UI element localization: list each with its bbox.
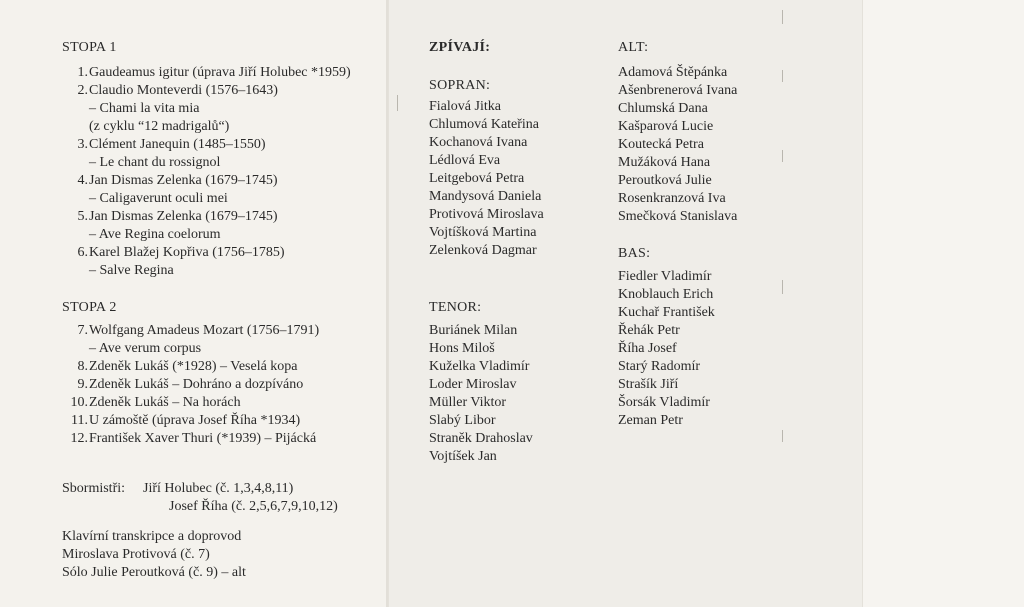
track-title: Zdeněk Lukáš (*1928) – Veselá kopa — [89, 359, 298, 374]
singer-name: Leitgebová Petra — [429, 171, 525, 186]
singer-name: Kochanová Ivana — [429, 135, 528, 150]
stopa1-heading: STOPA 1 — [62, 40, 117, 55]
track-title: Zdeněk Lukáš – Na horách — [89, 395, 241, 410]
sopran-label: SOPRAN: — [429, 78, 491, 93]
track-title: Claudio Monteverdi (1576–1643) — [89, 83, 278, 98]
tenor-label: TENOR: — [429, 300, 482, 315]
track-subtitle: – Caligaverunt oculi mei — [89, 191, 228, 206]
track-number: 4. — [77, 173, 88, 188]
track-number: 12. — [70, 431, 88, 446]
singer-name: Knoblauch Erich — [618, 287, 714, 302]
crease-mark — [782, 280, 783, 294]
crease-mark — [782, 70, 783, 82]
singer-name: Vojtíšek Jan — [429, 449, 497, 464]
track-title: Gaudeamus igitur (úprava Jiří Holubec *1959) — [89, 65, 351, 80]
track-number: 1. — [77, 65, 88, 80]
tenor-names — [429, 322, 533, 466]
track-title: Zdeněk Lukáš – Dohráno a dozpíváno — [89, 377, 304, 392]
credit-solo: Sólo Julie Peroutková (č. 9) – alt — [62, 565, 246, 580]
track-number: 8. — [77, 359, 88, 374]
singer-name: Kuželka Vladimír — [429, 359, 530, 374]
singers-heading: ZPÍVAJÍ: — [429, 40, 491, 55]
singer-name: Müller Viktor — [429, 395, 507, 410]
fold-line — [388, 0, 389, 607]
track-number: 2. — [77, 83, 88, 98]
singer-name: Koutecká Petra — [618, 137, 704, 152]
singer-name: Buriánek Milan — [429, 323, 518, 338]
track-subtitle: – Le chant du rossignol — [89, 155, 221, 170]
singer-name: Řehák Petr — [618, 323, 680, 338]
track-subtitle: – Ave Regina coelorum — [89, 227, 221, 242]
singer-name: Ašenbrenerová Ivana — [618, 83, 738, 98]
singer-name: Mandysová Daniela — [429, 189, 542, 204]
track-number: 11. — [71, 413, 88, 428]
crease-mark — [397, 95, 398, 111]
singer-name: Smečková Stanislava — [618, 209, 738, 224]
right-panel — [862, 0, 1024, 607]
track-item — [62, 322, 319, 358]
credit-piano-transcription: Klavírní transkripce a doprovod — [62, 529, 242, 544]
singer-name: Loder Miroslav — [429, 377, 517, 392]
track-subtitle: – Ave verum corpus — [89, 341, 202, 356]
singer-name: Kašparová Lucie — [618, 119, 714, 134]
track-item — [62, 64, 351, 82]
singer-name: Zelenková Dagmar — [429, 243, 537, 258]
singer-name: Říha Josef — [618, 341, 677, 356]
crease-mark — [782, 430, 783, 442]
singer-name: Straněk Drahoslav — [429, 431, 533, 446]
sbormistr-2: Josef Říha (č. 2,5,6,7,9,10,12) — [169, 499, 338, 514]
track-item — [62, 358, 298, 376]
singer-name: Starý Radomír — [618, 359, 701, 374]
track-item — [62, 412, 300, 430]
track-title: Jan Dismas Zelenka (1679–1745) — [89, 209, 278, 224]
track-item — [62, 82, 278, 136]
track-item — [62, 208, 278, 244]
fold-line — [862, 0, 863, 607]
singer-name: Hons Miloš — [429, 341, 495, 356]
track-item — [62, 394, 241, 412]
sbormistr-1: Jiří Holubec (č. 1,3,4,8,11) — [143, 481, 294, 496]
singer-name: Rosenkranzová Iva — [618, 191, 726, 206]
singer-name: Lédlová Eva — [429, 153, 501, 168]
track-number: 9. — [77, 377, 88, 392]
alt-label: ALT: — [618, 40, 649, 55]
track-item — [62, 430, 316, 448]
track-title: Karel Blažej Kopřiva (1756–1785) — [89, 245, 285, 260]
sopran-names — [429, 98, 544, 260]
singer-name: Peroutková Julie — [618, 173, 712, 188]
track-title: Clément Janequin (1485–1550) — [89, 137, 266, 152]
track-subtitle: – Salve Regina — [89, 263, 174, 278]
singer-name: Chlumská Dana — [618, 101, 708, 116]
singer-name: Zeman Petr — [618, 413, 683, 428]
track-item — [62, 136, 266, 172]
singer-name: Adamová Štěpánka — [618, 65, 728, 80]
crease-mark — [782, 10, 783, 24]
track-number: 6. — [77, 245, 88, 260]
bas-label: BAS: — [618, 246, 651, 261]
track-item — [62, 172, 278, 208]
crease-mark — [782, 150, 783, 162]
singer-name: Protivová Miroslava — [429, 207, 544, 222]
track-title: U zámoště (úprava Josef Říha *1934) — [89, 413, 301, 428]
stopa2-heading: STOPA 2 — [62, 300, 117, 315]
singer-name: Vojtíšková Martina — [429, 225, 537, 240]
track-subtitle: – Chami la vita mia — [89, 101, 200, 116]
singer-name: Fialová Jitka — [429, 99, 501, 114]
track-number: 10. — [70, 395, 88, 410]
track-number: 3. — [77, 137, 88, 152]
track-title: Jan Dismas Zelenka (1679–1745) — [89, 173, 278, 188]
singer-name: Chlumová Kateřina — [429, 117, 540, 132]
sbormistri-label: Sbormistři: — [62, 481, 126, 496]
bas-names — [618, 268, 715, 430]
singer-name: Fiedler Vladimír — [618, 269, 712, 284]
track-title: František Xaver Thuri (*1939) – Pijácká — [89, 431, 317, 446]
alt-names — [618, 64, 737, 226]
track-subtitle: (z cyklu “12 madrigalů“) — [89, 119, 230, 134]
singer-name: Mužáková Hana — [618, 155, 711, 170]
track-item — [62, 244, 285, 280]
track-title: Wolfgang Amadeus Mozart (1756–1791) — [89, 323, 320, 338]
track-number: 7. — [77, 323, 88, 338]
singer-name: Kuchař František — [618, 305, 715, 320]
track-number: 5. — [77, 209, 88, 224]
credit-piano-accompanist: Miroslava Protivová (č. 7) — [62, 547, 210, 562]
singer-name: Slabý Libor — [429, 413, 496, 428]
singer-name: Strašík Jiří — [618, 377, 679, 392]
singer-name: Šorsák Vladimír — [618, 395, 710, 410]
track-item — [62, 376, 303, 394]
